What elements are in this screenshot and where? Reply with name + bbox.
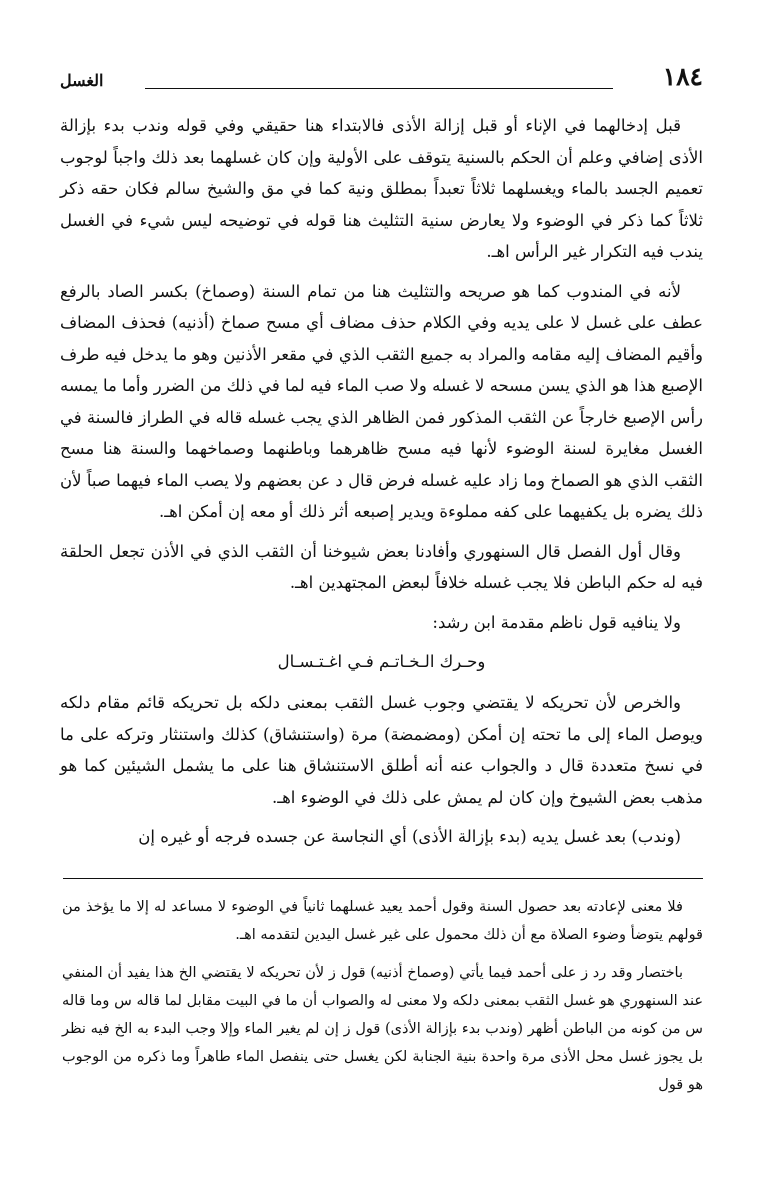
header-rule <box>145 88 613 89</box>
page-number: ١٨٤ <box>662 62 703 91</box>
main-text <box>60 110 703 861</box>
page-header <box>60 62 703 96</box>
paragraph: (وندب) بعد غسل يديه (بدء بإزالة الأذى) أي النجاسة عن جسده فرجه أو غيره إن <box>138 827 681 846</box>
footnote: فلا معنى لإعادته بعد حصول السنة وقول أحمد يعيد غسلهما ثانياً في الوضوء لا مساعد له إلا ما يؤخذ من قولهم يتوضأ وضوء الصلاة مع أن ذلك محمول على غير غسل اليدين لتقدمه اهـ. <box>62 899 703 943</box>
footnote: باختصار وقد رد ز على أحمد فيما يأتي (وصماخ أذنيه) قول ز لأن تحريكه لا يقتضي الخ هذا يفيد أن المنفي عند السنهوري هو غسل الثقب بمعنى دلكه ولا معنى له والصواب أن ما في البيت مقابل لما قاله س وما قاله س من كونه من الباطن أظهر (وندب بدء بإزالة الأذى) قول ز إن لم يغير الماء وإلا وجب البدء به الخ فيه نظر بل يجوز غسل محل الأذى مرة واحدة بنية الجنابة لكن يغسل حتى ينفصل الماء طاهراً وما ذكره من الوجوب هو قول <box>62 965 703 1093</box>
footnotes <box>62 893 703 1109</box>
paragraph: لأنه في المندوب كما هو صريحه والتثليث هنا من تمام السنة (وصماخ) بكسر الصاد بالرفع عطف على غسل لا على يديه وفي الكلام حذف مضاف أي مسح صماخ (أذنيه) فحذف المضاف وأقيم المضاف إليه مقامه والمراد به جميع الثقب الذي في مقعر الأذنين وهو ما يدخل فيه طرف الإصبع هذا هو الذي يسن مسحه لا غسله ولا صب الماء فيه لما في ذلك من الضرر وأما ما يمسه رأس الإصبع خارجاً عن الثقب المذكور فمن الظاهر الذي يجب غسله قاله في الطراز فالسنة في الغسل مغايرة لسنة الوضوء لأنها فيه مسح ظاهرهما وباطنهما وصماخهما والسنة هنا مسح الثقب الذي هو الصماخ وما زاد عليه غسله فرض قال د عن بعضهم ولا يصب الماء فيهما صباً لأن ذلك يضره بل يكفيهما على كفه مملوءة ويدير إصبعه أثر ذلك أو معه إن أمكن اهـ. <box>60 281 703 521</box>
paragraph: والخرص لأن تحريكه لا يقتضي وجوب غسل الثقب بمعنى دلكه بل تحريكه قائم مقام دلكه ويوصل الماء إلى ما تحته إن أمكن (ومضمضة) مرة (واستنشاق) كذلك واستنثار وتركه على ما في نسخ متعددة قال د والجواب عنه أنه أطلق الاستنشاق هنا على ما يشمل الشيئين كما هو مذهب بعض الشيوخ وإن كان لم يمش على ذلك في الوضوء اهـ. <box>60 693 703 807</box>
paragraph: وقال أول الفصل قال السنهوري وأفادنا بعض شيوخنا أن الثقب الذي في الأذن تجعل الحلقة فيه له حكم الباطن فلا يجب غسله خلافاً لبعض المجتهدين اهـ. <box>60 541 703 592</box>
chapter-title: الغسل <box>60 71 104 90</box>
paragraph: ولا ينافيه قول ناظم مقدمة ابن رشد: <box>432 612 681 632</box>
paragraph: قبل إدخالهما في الإناء أو قبل إزالة الأذى فالابتداء هنا حقيقي وفي قوله وندب بدء بإزالة الأذى إضافي وعلم أن الحكم بالسنية يتوقف على الأولية وإن كان غسلهما بعد ذلك واجباً لوجوب تعميم الجسد بالماء ويغسلهما ثلاثاً تعبداً بمطلق ونية كما في مق والشيخ سالم فكان حقه ذكر ثلاثاً كما ذكر في الوضوء ولا يعارض سنية التثليث هنا قوله في توضيحه ليس شيء في الغسل يندب فيه التكرار غير الرأس اهـ. <box>60 116 703 261</box>
verse-line: وحـرك الـخـاتـم فـي اغـتـسـال <box>277 652 486 671</box>
footnote-divider <box>63 878 703 879</box>
